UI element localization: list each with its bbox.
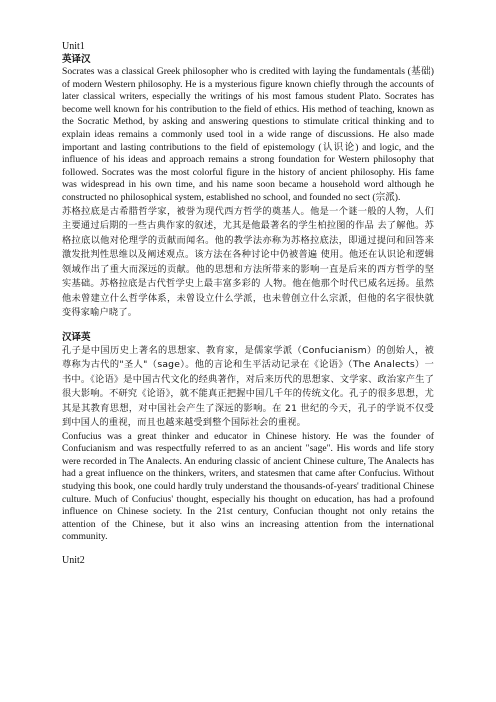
confucius-english-paragraph: Confucius was a great thinker and educator in Chinese history. He was the founder of Confucianism and was respectfully referred to as an ancient "sage". His words and life story were recorded in The Analects. An enduring classic of ancient Chinese culture, The Analects has had a great influence on the thinkers, writers, and statesmen that came after Confucius. Without studying this book, one could hardly truly understand the thousands-of-years' traditional Chinese culture. Much of Confucius' thought, especially his thought on education, has had a profound influence on Chinese society. In the 21st century, Confucian thought not only retains the attention of the Chinese, but it also wins an increasing attention from the international community.	[62, 430, 434, 543]
spacer	[62, 321, 434, 331]
unit2-title: Unit2	[62, 554, 85, 566]
unit1-title: Unit1	[62, 41, 85, 52]
spacer	[62, 544, 434, 554]
confucius-chinese-paragraph: 孔子是中国历史上著名的思想家、教育家，是儒家学派（Confucianism）的创始人，被尊称为古代的"圣人"（sage）。他的言论和生平活动记录在《论语》（The Analects）一书中。《论语》是中国古代文化的经典著作，对后来历代的思想家、文学家、政治家产生了很大影响。不研究《论语》，就不能真正把握中国几千年的传统文化。孔子的很多思想，尤其是其教育思想，对中国社会产生了深远的影响。在 21 世纪的今天，孔子的学说不仅受到中国人的重视，而且也越来越受到整个国际社会的重视。	[62, 344, 434, 429]
document-page	[62, 40, 434, 567]
section-title-en-to-zh: 英译汉	[62, 54, 91, 65]
socrates-english-paragraph: Socrates was a classical Greek philosopher who is credited with laying the fundamentals (基础) of modern Western philosophy. He is a mysterious figure known chiefly through the accounts of later classical writers, especially the writings of his most famous student Plato. Socrates has become well known for his contribution to the field of ethics. His method of teaching, known as the Socratic Method, by asking and answering questions to stimulate critical thinking and to explain ideas remains a commonly used tool in a wide range of discussions. He also made important and lasting contributions to the field of epistemology (认识论) and logic, and the influence of his ideas and approach remains a strong foundation for Western philosophy that followed. Socrates was the most colorful figure in the history of ancient philosophy. His fame was widespread in his own time, and his name soon became a household word although he constructed no philosophical system, established no school, and founded no sect (宗派).	[62, 66, 434, 203]
socrates-chinese-paragraph: 苏格拉底是古希腊哲学家，被誉为现代西方哲学的奠基人。他是一个谜一般的人物，人们主要通过后期的一些古典作家的叙述，尤其是他最著名的学生柏拉图的作品 去了解他。苏格拉底以他对伦理学的贡献而闻名。他的教学法亦称为苏格拉底法，即通过提问和回答来激发批判性思维以及阐述观点。该方法在各种讨论中仍被普遍 使用。他还在认识论和逻辑领域作出了重大而深远的贡献。他的思想和方法所带来的影响一直是后来的西方哲学的坚实基础。苏格拉底是古代哲学史上最丰富多彩的 人物。他在他那个时代已威名远扬。虽然他未曾建立什么哲学体系，未曾设立什么学派，也未曾创立什么宗派，但他的名字很快就变得家喻户晓了。	[62, 205, 434, 319]
section-title-zh-to-en: 汉译英	[62, 331, 91, 343]
